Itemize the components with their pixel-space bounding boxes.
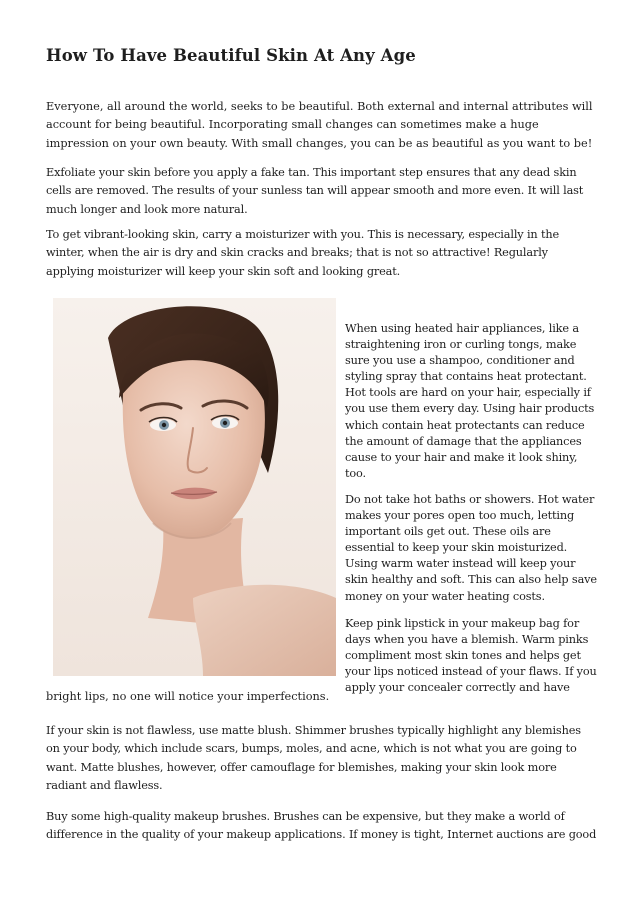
article-title: How To Have Beautiful Skin At Any Age	[46, 46, 416, 65]
paragraph-pink-lipstick: Keep pink lipstick in your makeup bag for days when you have a blemish. Warm pinks compliment most skin tones and helps get your lips noticed instead of your flaws. If you apply your concealer correctly and have	[345, 617, 597, 695]
paragraph-intro: Everyone, all around the world, seeks to be beautiful. Both external and internal attributes will account for being beautiful. Incorporating small changes can sometimes make a huge impression on your own beauty. With small changes, you can be as beautiful as you want to be!	[46, 100, 593, 150]
paragraph-makeup-brushes: Buy some high-quality makeup brushes. Brushes can be expensive, but they make a world of difference in the quality of your makeup applications. If money is tight, Internet auctions are good	[46, 810, 597, 842]
portrait-photo	[53, 298, 336, 676]
paragraph-exfoliate: Exfoliate your skin before you apply a fake tan. This important step ensures that any dead skin cells are removed. The results of your sunless tan will appear smooth and more even. It will last much longer and look more natural.	[46, 166, 584, 216]
paragraph-moisturizer: To get vibrant-looking skin, carry a moisturizer with you. This is necessary, especially in the winter, when the air is dry and skin cracks and breaks; that is not so attractive! Regularly applying moisturizer will keep your skin soft and looking great.	[46, 228, 560, 278]
paragraph-matte-blush: If your skin is not flawless, use matte blush. Shimmer brushes typically highlight any blemishes on your body, which include scars, bumps, moles, and acne, which is not what you are going to want. Matte blushes, however, offer camouflage for blemishes, making your skin look more radiant and flawless.	[46, 724, 581, 793]
paragraph-heated-hair: When using heated hair appliances, like a straightening iron or curling tongs, make sure you use a shampoo, conditioner and styling spray that contains heat protectant. Hot tools are hard on your hair, especially if you use them every day. Using hair products which contain heat protectants can reduce the amount of damage that the appliances cause to your hair and make it look shiny, too.	[345, 322, 595, 480]
paragraph-lipstick-continued: bright lips, no one will notice your imperfections.	[46, 690, 330, 703]
paragraph-hot-baths: Do not take hot baths or showers. Hot water makes your pores open too much, letting important oils get out. These oils are essential to keep your skin moisturized. Using warm water instead will keep your skin healthy and soft. This can also help save money on your water heating costs.	[345, 493, 597, 603]
